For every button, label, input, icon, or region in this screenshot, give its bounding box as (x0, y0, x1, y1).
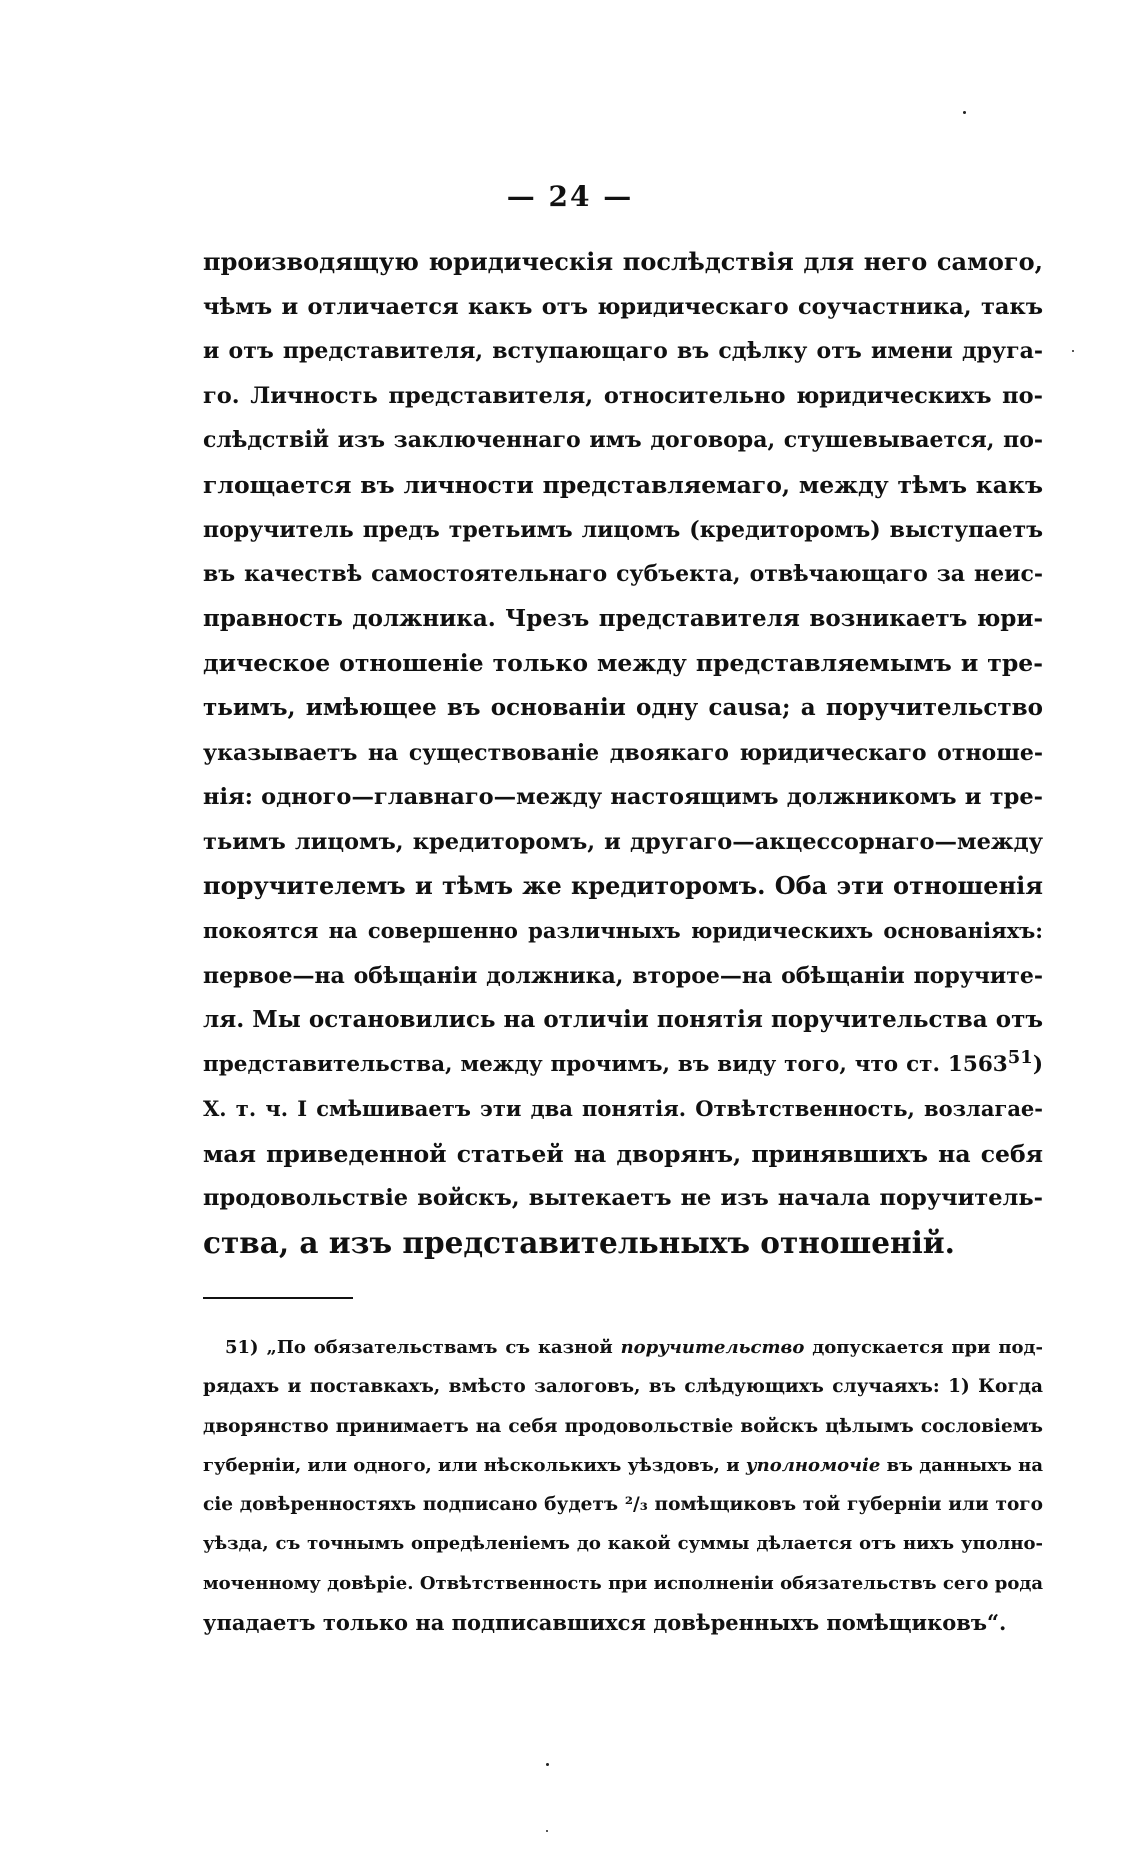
footnote-italic-term: поручительство (620, 1337, 805, 1358)
footnote-line: дворянство принимаетъ на себя продовольствіе войскъ цѣлымъ сословіемъ (203, 1415, 1043, 1437)
text-line: дическое отношеніе только между представляемымъ и тре- (203, 649, 1043, 678)
text-line: продовольствіе войскъ, вытекаетъ не изъ начала поручитель- (203, 1185, 1043, 1212)
text-line: производящую юридическія послѣдствія для него самого, (203, 247, 1043, 276)
text-line: покоятся на совершенно различныхъ юридическихъ основаніяхъ: (203, 917, 1043, 943)
footnote (203, 1328, 1043, 1642)
text-line: ства, а изъ представительныхъ отношеній. (203, 1225, 955, 1261)
text-line: тьимъ, имѣющее въ основаніи одну causa; а поручительство (203, 693, 1043, 721)
footnote-line: сіе довѣренностяхъ подписано будетъ ²/₃ помѣщиковъ той губерніи или того (203, 1494, 1043, 1516)
footnote-text: въ данныхъ на (880, 1454, 1043, 1476)
text-line: поручитель предъ третьимъ лицомъ (кредиторомъ) выступаетъ (203, 516, 1043, 543)
footnote-line: моченному довѣріе. Отвѣтственность при исполненіи обязательствъ сего рода (203, 1572, 1043, 1594)
footnote-line: рядахъ и поставкахъ, вмѣсто залоговъ, въ слѣдующихъ случаяхъ: 1) Когда (203, 1376, 1043, 1398)
text-line-with-footnote-ref (203, 1043, 1043, 1088)
text-line: и отъ представителя, вступающаго въ сдѣлку отъ имени друга- (203, 338, 1043, 365)
footnote-line (203, 1328, 1043, 1367)
scan-speck (546, 1763, 549, 1766)
text-line: первое—на обѣщаніи должника, второе—на обѣщаніи поручите- (203, 962, 1043, 989)
footnote-separator (203, 1297, 353, 1299)
text-after-ref: ) (1032, 1051, 1043, 1077)
footnote-text: допускается при под- (804, 1337, 1043, 1358)
footnote-text: губерніи, или одного, или нѣсколькихъ уѣздовъ, и (203, 1454, 746, 1476)
footnote-text: „По обязательствамъ съ казной (258, 1337, 621, 1358)
scan-speck (1072, 350, 1074, 352)
text-line: го. Личность представителя, относительно юридическихъ по- (203, 382, 1043, 409)
page-number: — 24 — (506, 180, 634, 213)
footnote-reference: 51 (1007, 1046, 1033, 1068)
text-before-ref: представительства, между прочимъ, въ виду того, что ст. 1563 (203, 1051, 1008, 1077)
text-line: ля. Мы остановились на отличіи понятія поручительства отъ (203, 1006, 1043, 1034)
text-line: слѣдствій изъ заключеннаго имъ договора, стушевывается, по- (203, 427, 1043, 454)
text-line: поручителемъ и тѣмъ же кредиторомъ. Оба эти отношенія (203, 871, 1043, 901)
text-line: въ качествѣ самостоятельнаго субъекта, отвѣчающаго за неис- (203, 561, 1043, 588)
text-line: тьимъ лицомъ, кредиторомъ, и другаго—акцессорнаго—между (203, 828, 1043, 855)
text-line: нія: одного—главнаго—между настоящимъ должникомъ и тре- (203, 784, 1043, 811)
text-line: глощается въ личности представляемаго, между тѣмъ какъ (203, 470, 1043, 499)
footnote-italic-term: уполномочіе (745, 1454, 881, 1476)
footnote-line: уѣзда, съ точнымъ опредѣленіемъ до какой суммы дѣлается отъ нихъ уполно- (203, 1533, 1043, 1555)
text-line: мая приведенной статьей на дворянъ, принявшихъ на себя (203, 1139, 1043, 1168)
footnote-line: упадаетъ только на подписавшихся довѣренныхъ помѣщиковъ“. (203, 1610, 1007, 1636)
text-line: правность должника. Чрезъ представителя возникаетъ юри- (203, 604, 1043, 632)
main-text (203, 240, 1043, 1266)
footnote-line (203, 1446, 1043, 1485)
text-line: X. т. ч. I смѣшиваетъ эти два понятія. Отвѣтственность, возлагае- (203, 1096, 1043, 1122)
footnote-marker: 51) (225, 1337, 259, 1358)
scan-speck (546, 1830, 548, 1832)
text-line: указываетъ на существованіе двоякаго юридическаго отноше- (203, 739, 1043, 766)
text-line: чѣмъ и отличается какъ отъ юридическаго соучастника, такъ (203, 293, 1043, 320)
scan-speck (963, 111, 966, 114)
